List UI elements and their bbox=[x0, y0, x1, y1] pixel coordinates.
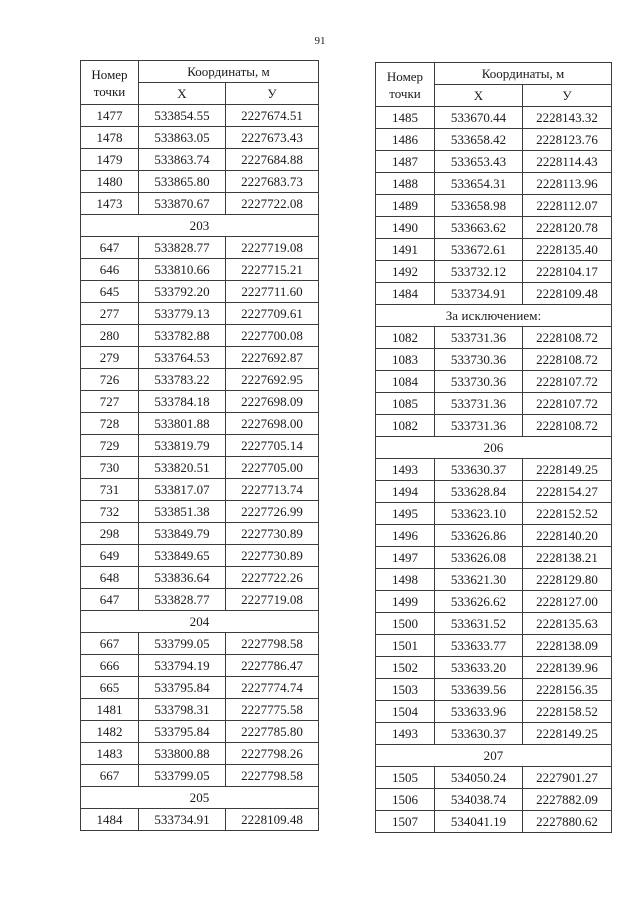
table-row bbox=[81, 457, 319, 479]
section-row bbox=[81, 787, 319, 809]
header-row bbox=[376, 63, 612, 85]
point-number-cell: 1499 bbox=[376, 591, 435, 613]
table-row bbox=[376, 151, 612, 173]
x-coordinate-cell: 533734.91 bbox=[139, 809, 226, 831]
y-coordinate-cell: 2227798.58 bbox=[226, 765, 319, 787]
point-number-cell: 1490 bbox=[376, 217, 435, 239]
point-number-cell: 732 bbox=[81, 501, 139, 523]
section-label: 203 bbox=[81, 215, 319, 237]
x-coordinate-cell: 533628.84 bbox=[435, 481, 523, 503]
y-coordinate-cell: 2227713.74 bbox=[226, 479, 319, 501]
y-coordinate-cell: 2227674.51 bbox=[226, 105, 319, 127]
section-label: 206 bbox=[376, 437, 612, 459]
table-row bbox=[81, 303, 319, 325]
coordinates-table-right bbox=[375, 62, 612, 833]
table-body bbox=[376, 107, 612, 833]
table-row bbox=[376, 239, 612, 261]
x-coordinate-cell: 533658.42 bbox=[435, 129, 523, 151]
y-coordinate-cell: 2227711.60 bbox=[226, 281, 319, 303]
point-number-cell: 727 bbox=[81, 391, 139, 413]
point-number-cell: 731 bbox=[81, 479, 139, 501]
x-coordinate-cell: 533801.88 bbox=[139, 413, 226, 435]
point-number-cell: 1501 bbox=[376, 635, 435, 657]
x-column-header: Х bbox=[435, 85, 523, 107]
table-row bbox=[81, 391, 319, 413]
section-row bbox=[81, 215, 319, 237]
x-coordinate-cell: 533863.05 bbox=[139, 127, 226, 149]
point-number-cell: 1479 bbox=[81, 149, 139, 171]
table-row bbox=[376, 789, 612, 811]
y-coordinate-cell: 2227798.58 bbox=[226, 633, 319, 655]
y-coordinate-cell: 2228109.48 bbox=[523, 283, 612, 305]
point-number-cell: 1480 bbox=[81, 171, 139, 193]
table-row bbox=[81, 589, 319, 611]
x-coordinate-cell: 533732.12 bbox=[435, 261, 523, 283]
x-coordinate-cell: 533810.66 bbox=[139, 259, 226, 281]
point-number-cell: 1488 bbox=[376, 173, 435, 195]
table-row bbox=[81, 149, 319, 171]
y-coordinate-cell: 2227684.88 bbox=[226, 149, 319, 171]
point-number-cell: 1504 bbox=[376, 701, 435, 723]
x-coordinate-cell: 533870.67 bbox=[139, 193, 226, 215]
x-coordinate-cell: 533795.84 bbox=[139, 721, 226, 743]
table-row bbox=[376, 371, 612, 393]
x-coordinate-cell: 533730.36 bbox=[435, 371, 523, 393]
y-coordinate-cell: 2228129.80 bbox=[523, 569, 612, 591]
table-row bbox=[81, 413, 319, 435]
x-coordinate-cell: 533730.36 bbox=[435, 349, 523, 371]
x-coordinate-cell: 533854.55 bbox=[139, 105, 226, 127]
y-coordinate-cell: 2228135.40 bbox=[523, 239, 612, 261]
point-number-cell: 1482 bbox=[81, 721, 139, 743]
point-number-cell: 1493 bbox=[376, 459, 435, 481]
point-number-cell: 1487 bbox=[376, 151, 435, 173]
header-row bbox=[81, 61, 319, 83]
table-row bbox=[81, 655, 319, 677]
table-row bbox=[81, 259, 319, 281]
x-coordinate-cell: 533782.88 bbox=[139, 325, 226, 347]
coordinates-header: Координаты, м bbox=[139, 61, 319, 83]
table-row bbox=[376, 327, 612, 349]
x-coordinate-cell: 533658.98 bbox=[435, 195, 523, 217]
table-row bbox=[376, 569, 612, 591]
point-number-cell: 648 bbox=[81, 567, 139, 589]
table-row bbox=[376, 129, 612, 151]
y-coordinate-cell: 2228108.72 bbox=[523, 349, 612, 371]
point-number-cell: 1503 bbox=[376, 679, 435, 701]
table-row bbox=[81, 479, 319, 501]
point-number-cell: 667 bbox=[81, 765, 139, 787]
x-coordinate-cell: 533631.52 bbox=[435, 613, 523, 635]
table-row bbox=[376, 635, 612, 657]
y-coordinate-cell: 2228152.52 bbox=[523, 503, 612, 525]
y-coordinate-cell: 2228112.07 bbox=[523, 195, 612, 217]
y-coordinate-cell: 2227722.08 bbox=[226, 193, 319, 215]
point-number-cell: 1489 bbox=[376, 195, 435, 217]
point-number-cell: 1484 bbox=[81, 809, 139, 831]
x-coordinate-cell: 533653.43 bbox=[435, 151, 523, 173]
point-number-cell: 730 bbox=[81, 457, 139, 479]
point-number-cell: 1500 bbox=[376, 613, 435, 635]
point-number-cell: 1493 bbox=[376, 723, 435, 745]
y-coordinate-cell: 2227785.80 bbox=[226, 721, 319, 743]
x-coordinate-cell: 533794.19 bbox=[139, 655, 226, 677]
y-coordinate-cell: 2228107.72 bbox=[523, 371, 612, 393]
table-row bbox=[376, 195, 612, 217]
x-coordinate-cell: 533621.30 bbox=[435, 569, 523, 591]
x-coordinate-cell: 533800.88 bbox=[139, 743, 226, 765]
table-row bbox=[376, 107, 612, 129]
point-number-cell: 1495 bbox=[376, 503, 435, 525]
table-row bbox=[376, 217, 612, 239]
y-coordinate-cell: 2227719.08 bbox=[226, 237, 319, 259]
y-coordinate-cell: 2227698.09 bbox=[226, 391, 319, 413]
point-number-cell: 726 bbox=[81, 369, 139, 391]
point-number-cell: 1498 bbox=[376, 569, 435, 591]
x-coordinate-cell: 533792.20 bbox=[139, 281, 226, 303]
table-row bbox=[376, 591, 612, 613]
y-column-header: У bbox=[523, 85, 612, 107]
y-coordinate-cell: 2227880.62 bbox=[523, 811, 612, 833]
table-row bbox=[376, 701, 612, 723]
x-coordinate-cell: 533633.20 bbox=[435, 657, 523, 679]
x-coordinate-cell: 533633.96 bbox=[435, 701, 523, 723]
point-number-cell: 1507 bbox=[376, 811, 435, 833]
page-number: 91 bbox=[314, 35, 326, 47]
y-coordinate-cell: 2227698.00 bbox=[226, 413, 319, 435]
y-coordinate-cell: 2228140.20 bbox=[523, 525, 612, 547]
table-row bbox=[81, 699, 319, 721]
y-coordinate-cell: 2227692.87 bbox=[226, 347, 319, 369]
y-coordinate-cell: 2227786.47 bbox=[226, 655, 319, 677]
y-coordinate-cell: 2228107.72 bbox=[523, 393, 612, 415]
table-row bbox=[376, 811, 612, 833]
table-row bbox=[376, 503, 612, 525]
y-coordinate-cell: 2228127.00 bbox=[523, 591, 612, 613]
table-body bbox=[81, 105, 319, 831]
y-coordinate-cell: 2228138.09 bbox=[523, 635, 612, 657]
x-coordinate-cell: 533819.79 bbox=[139, 435, 226, 457]
x-coordinate-cell: 533731.36 bbox=[435, 415, 523, 437]
y-coordinate-cell: 2227774.74 bbox=[226, 677, 319, 699]
point-number-cell: 1494 bbox=[376, 481, 435, 503]
y-coordinate-cell: 2228109.48 bbox=[226, 809, 319, 831]
x-coordinate-cell: 533798.31 bbox=[139, 699, 226, 721]
point-number-cell: 1481 bbox=[81, 699, 139, 721]
y-coordinate-cell: 2228158.52 bbox=[523, 701, 612, 723]
table-row bbox=[81, 171, 319, 193]
table-row bbox=[376, 283, 612, 305]
x-coordinate-cell: 533630.37 bbox=[435, 723, 523, 745]
y-coordinate-cell: 2228154.27 bbox=[523, 481, 612, 503]
x-coordinate-cell: 533799.05 bbox=[139, 765, 226, 787]
x-column-header: Х bbox=[139, 83, 226, 105]
table-row bbox=[81, 743, 319, 765]
y-coordinate-cell: 2228114.43 bbox=[523, 151, 612, 173]
y-coordinate-cell: 2227709.61 bbox=[226, 303, 319, 325]
coordinates-header: Координаты, м bbox=[435, 63, 612, 85]
y-coordinate-cell: 2228120.78 bbox=[523, 217, 612, 239]
section-row bbox=[376, 437, 612, 459]
point-number-cell: 666 bbox=[81, 655, 139, 677]
table-row bbox=[81, 721, 319, 743]
point-number-cell: 647 bbox=[81, 589, 139, 611]
x-coordinate-cell: 533849.79 bbox=[139, 523, 226, 545]
table-row bbox=[376, 481, 612, 503]
point-number-cell: 667 bbox=[81, 633, 139, 655]
table-row bbox=[376, 767, 612, 789]
section-row bbox=[376, 745, 612, 767]
point-number-cell: 649 bbox=[81, 545, 139, 567]
x-coordinate-cell: 533828.77 bbox=[139, 589, 226, 611]
y-coordinate-cell: 2228139.96 bbox=[523, 657, 612, 679]
y-coordinate-cell: 2227705.00 bbox=[226, 457, 319, 479]
point-number-cell: 1082 bbox=[376, 415, 435, 437]
table-row bbox=[81, 523, 319, 545]
y-coordinate-cell: 2228138.21 bbox=[523, 547, 612, 569]
point-number-cell: 1473 bbox=[81, 193, 139, 215]
table-row bbox=[81, 501, 319, 523]
point-number-cell: 728 bbox=[81, 413, 139, 435]
x-coordinate-cell: 533783.22 bbox=[139, 369, 226, 391]
x-coordinate-cell: 533799.05 bbox=[139, 633, 226, 655]
table-row bbox=[376, 613, 612, 635]
y-coordinate-cell: 2228104.17 bbox=[523, 261, 612, 283]
y-coordinate-cell: 2228108.72 bbox=[523, 415, 612, 437]
point-number-cell: 1477 bbox=[81, 105, 139, 127]
x-coordinate-cell: 533836.64 bbox=[139, 567, 226, 589]
table-row bbox=[376, 261, 612, 283]
point-number-cell: 298 bbox=[81, 523, 139, 545]
table-row bbox=[376, 393, 612, 415]
point-number-cell: 1491 bbox=[376, 239, 435, 261]
table-row bbox=[376, 525, 612, 547]
x-coordinate-cell: 533817.07 bbox=[139, 479, 226, 501]
table-row bbox=[81, 127, 319, 149]
table-row bbox=[376, 415, 612, 437]
point-number-cell: 665 bbox=[81, 677, 139, 699]
table-row bbox=[81, 633, 319, 655]
y-coordinate-cell: 2227726.99 bbox=[226, 501, 319, 523]
x-coordinate-cell: 533626.86 bbox=[435, 525, 523, 547]
x-coordinate-cell: 533849.65 bbox=[139, 545, 226, 567]
point-number-cell: 647 bbox=[81, 237, 139, 259]
table-row bbox=[81, 677, 319, 699]
y-coordinate-cell: 2228143.32 bbox=[523, 107, 612, 129]
y-coordinate-cell: 2228135.63 bbox=[523, 613, 612, 635]
point-number-cell: 1483 bbox=[81, 743, 139, 765]
point-number-cell: 1496 bbox=[376, 525, 435, 547]
point-number-cell: 280 bbox=[81, 325, 139, 347]
y-coordinate-cell: 2228113.96 bbox=[523, 173, 612, 195]
table-row bbox=[81, 237, 319, 259]
section-label: За исключением: bbox=[376, 305, 612, 327]
y-coordinate-cell: 2228149.25 bbox=[523, 459, 612, 481]
x-coordinate-cell: 533633.77 bbox=[435, 635, 523, 657]
x-coordinate-cell: 533865.80 bbox=[139, 171, 226, 193]
x-coordinate-cell: 533626.62 bbox=[435, 591, 523, 613]
y-coordinate-cell: 2227673.43 bbox=[226, 127, 319, 149]
point-number-cell: 1083 bbox=[376, 349, 435, 371]
table-row bbox=[376, 657, 612, 679]
table-header bbox=[81, 61, 319, 105]
x-coordinate-cell: 533672.61 bbox=[435, 239, 523, 261]
x-coordinate-cell: 533630.37 bbox=[435, 459, 523, 481]
table-row bbox=[376, 459, 612, 481]
y-coordinate-cell: 2227705.14 bbox=[226, 435, 319, 457]
point-number-cell: 729 bbox=[81, 435, 139, 457]
table-row bbox=[81, 435, 319, 457]
x-coordinate-cell: 534041.19 bbox=[435, 811, 523, 833]
section-row bbox=[81, 611, 319, 633]
point-number-header: Номер точки bbox=[81, 61, 139, 105]
point-number-cell: 1478 bbox=[81, 127, 139, 149]
point-number-cell: 277 bbox=[81, 303, 139, 325]
point-number-cell: 645 bbox=[81, 281, 139, 303]
point-number-cell: 1497 bbox=[376, 547, 435, 569]
x-coordinate-cell: 533764.53 bbox=[139, 347, 226, 369]
coordinates-table-left bbox=[80, 60, 319, 831]
section-row bbox=[376, 305, 612, 327]
x-coordinate-cell: 533734.91 bbox=[435, 283, 523, 305]
table-row bbox=[376, 547, 612, 569]
x-coordinate-cell: 534050.24 bbox=[435, 767, 523, 789]
y-coordinate-cell: 2228149.25 bbox=[523, 723, 612, 745]
table-row bbox=[81, 105, 319, 127]
y-coordinate-cell: 2227901.27 bbox=[523, 767, 612, 789]
table-header bbox=[376, 63, 612, 107]
table-row bbox=[81, 369, 319, 391]
x-coordinate-cell: 533731.36 bbox=[435, 327, 523, 349]
x-coordinate-cell: 533663.62 bbox=[435, 217, 523, 239]
section-label: 205 bbox=[81, 787, 319, 809]
point-number-cell: 1085 bbox=[376, 393, 435, 415]
x-coordinate-cell: 533820.51 bbox=[139, 457, 226, 479]
y-coordinate-cell: 2227882.09 bbox=[523, 789, 612, 811]
x-coordinate-cell: 533623.10 bbox=[435, 503, 523, 525]
y-coordinate-cell: 2228123.76 bbox=[523, 129, 612, 151]
x-coordinate-cell: 534038.74 bbox=[435, 789, 523, 811]
y-coordinate-cell: 2227692.95 bbox=[226, 369, 319, 391]
point-number-cell: 1485 bbox=[376, 107, 435, 129]
x-coordinate-cell: 533828.77 bbox=[139, 237, 226, 259]
y-coordinate-cell: 2227722.26 bbox=[226, 567, 319, 589]
section-label: 207 bbox=[376, 745, 612, 767]
table-row bbox=[81, 281, 319, 303]
y-coordinate-cell: 2227775.58 bbox=[226, 699, 319, 721]
point-number-cell: 1492 bbox=[376, 261, 435, 283]
section-label: 204 bbox=[81, 611, 319, 633]
y-coordinate-cell: 2227798.26 bbox=[226, 743, 319, 765]
y-coordinate-cell: 2227715.21 bbox=[226, 259, 319, 281]
point-number-cell: 1505 bbox=[376, 767, 435, 789]
x-coordinate-cell: 533639.56 bbox=[435, 679, 523, 701]
table-row bbox=[376, 173, 612, 195]
table-row bbox=[81, 325, 319, 347]
table-row bbox=[81, 765, 319, 787]
table-row bbox=[81, 567, 319, 589]
x-coordinate-cell: 533795.84 bbox=[139, 677, 226, 699]
point-number-cell: 646 bbox=[81, 259, 139, 281]
x-coordinate-cell: 533654.31 bbox=[435, 173, 523, 195]
table-row bbox=[81, 193, 319, 215]
x-coordinate-cell: 533863.74 bbox=[139, 149, 226, 171]
table-row bbox=[81, 809, 319, 831]
point-number-cell: 1502 bbox=[376, 657, 435, 679]
y-coordinate-cell: 2228108.72 bbox=[523, 327, 612, 349]
x-coordinate-cell: 533779.13 bbox=[139, 303, 226, 325]
x-coordinate-cell: 533731.36 bbox=[435, 393, 523, 415]
table-row bbox=[376, 679, 612, 701]
table-row bbox=[376, 349, 612, 371]
x-coordinate-cell: 533851.38 bbox=[139, 501, 226, 523]
table-row bbox=[81, 347, 319, 369]
point-number-cell: 1484 bbox=[376, 283, 435, 305]
table-row bbox=[376, 723, 612, 745]
y-coordinate-cell: 2227730.89 bbox=[226, 545, 319, 567]
table-row bbox=[81, 545, 319, 567]
y-coordinate-cell: 2228156.35 bbox=[523, 679, 612, 701]
y-coordinate-cell: 2227683.73 bbox=[226, 171, 319, 193]
point-number-cell: 1084 bbox=[376, 371, 435, 393]
point-number-cell: 1082 bbox=[376, 327, 435, 349]
point-number-header: Номер точки bbox=[376, 63, 435, 107]
y-coordinate-cell: 2227730.89 bbox=[226, 523, 319, 545]
point-number-cell: 279 bbox=[81, 347, 139, 369]
y-coordinate-cell: 2227700.08 bbox=[226, 325, 319, 347]
y-coordinate-cell: 2227719.08 bbox=[226, 589, 319, 611]
y-column-header: У bbox=[226, 83, 319, 105]
x-coordinate-cell: 533784.18 bbox=[139, 391, 226, 413]
point-number-cell: 1486 bbox=[376, 129, 435, 151]
x-coordinate-cell: 533626.08 bbox=[435, 547, 523, 569]
x-coordinate-cell: 533670.44 bbox=[435, 107, 523, 129]
point-number-cell: 1506 bbox=[376, 789, 435, 811]
